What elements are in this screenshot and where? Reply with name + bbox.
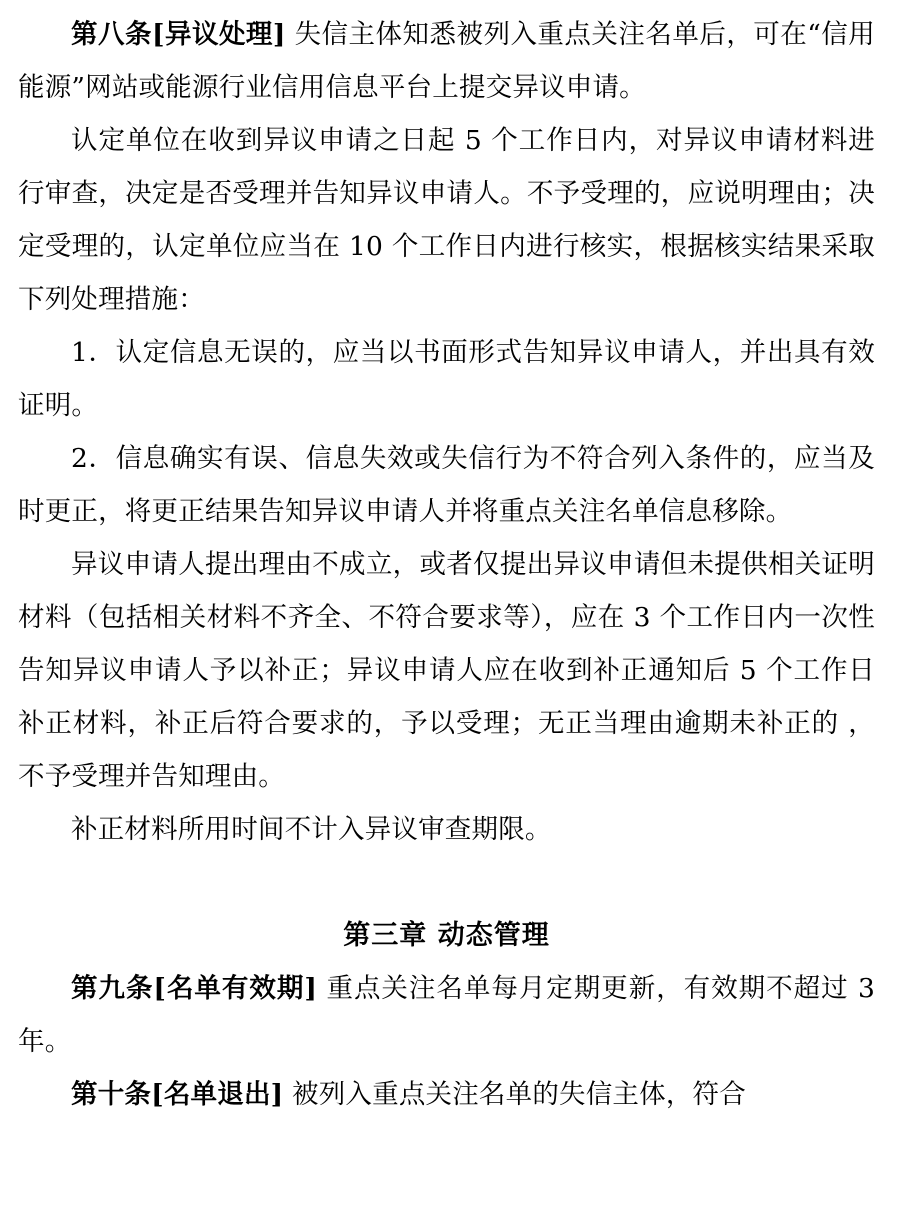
paragraph-review-period: 认定单位在收到异议申请之日起 5 个工作日内，对异议申请材料进行审查，决定是否受理并告知异议申请人。不予受理的，应说明理由；决定受理的，认定单位应当在 10 个工作日内进行核实，根据核实结果采取下列处理措施： [18, 125, 875, 315]
paragraph-item-1: 1．认定信息无误的，应当以书面形式告知异议申请人，并出具有效证明。 [18, 337, 875, 421]
paragraph-supplement: 异议申请人提出理由不成立，或者仅提出异议申请但未提供相关证明材料（包括相关材料不齐全、不符合要求等），应在 3 个工作日内一次性告知异议申请人予以补正；异议申请人应在收到补正通知后 5 个工作日补正材料，补正后符合要求的，予以受理；无正当理由逾期未补正的 ，不予受理并告知理由。 [18, 549, 875, 792]
paragraph-article-8 [18, 8, 875, 114]
paragraph-item-2: 2．信息确实有误、信息失效或失信行为不符合列入条件的，应当及时更正，将更正结果告知异议申请人并将重点关注名单信息移除。 [18, 443, 875, 527]
article-10-heading: 第十条[名单退出] [71, 1079, 284, 1110]
paragraph-article-10 [18, 1068, 875, 1121]
article-10-body: 被列入重点关注名单的失信主体，符合 [283, 1079, 746, 1110]
chapter-heading: 第三章 动态管理 [343, 920, 550, 951]
article-8-heading: 第八条[异议处理] [71, 19, 286, 50]
article-8-body: 失信主体知悉被列入重点关注名单后，可在“信用能源”网站或能源行业信用信息平台上提交异议申请。 [18, 19, 875, 103]
article-9-heading: 第九条[名单有效期] [71, 973, 318, 1004]
article-9-body: 重点关注名单每月定期更新，有效期不超过 3 年。 [18, 973, 876, 1057]
paragraph-time-exclusion: 补正材料所用时间不计入异议审查期限。 [71, 814, 552, 845]
paragraph-article-9 [18, 962, 875, 1068]
section-spacer [18, 856, 875, 909]
